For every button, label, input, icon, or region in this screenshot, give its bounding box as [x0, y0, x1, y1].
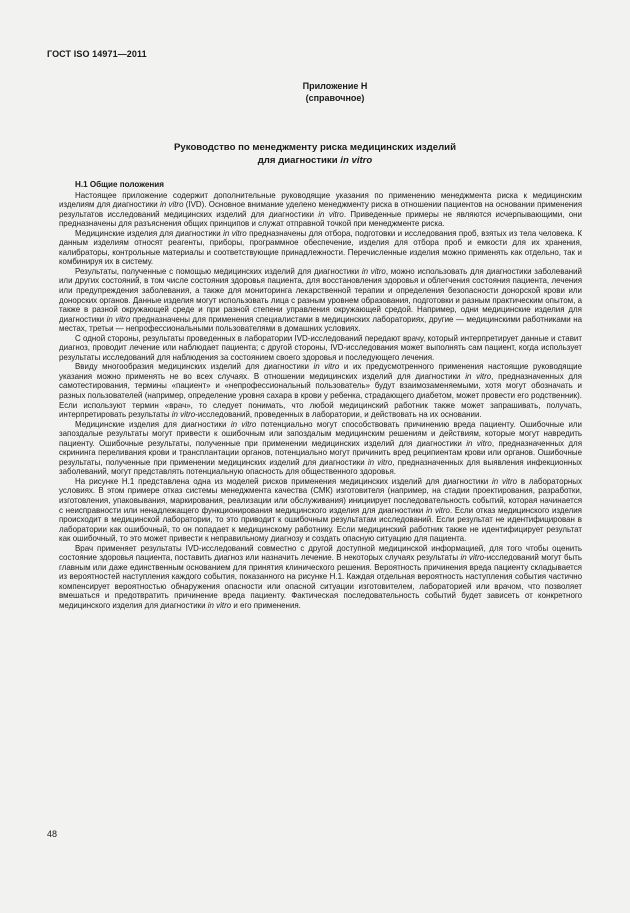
- paragraph-text: предназначены для отбора, подготовки и исследования проб, взятых из тела человека. К данным изделиям относят реагенты, приборы, программное обеспечение, изделия для отбора проб и емкости для их хранения, калибраторы, контрольные материалы и соответствующие принадлежности. Перечисленные изделия можно применять как отдельно, так и комбинируя их в систему.: [59, 228, 582, 267]
- italic-term: in vitro: [318, 209, 344, 219]
- italic-term: in vitro: [313, 362, 340, 372]
- paragraph-text: С одной стороны, результаты проведенных в лаборатории IVD-исследований передают врачу, который интерпретирует данные и ставит диагноз, проводит лечение или наблюдает пациента; с другой стороны, IVD-исследования может выполнять сам пациент, когда использует результаты исследований для наблюдения за состоянием своего здоровья и последующего лечения.: [59, 333, 582, 362]
- italic-term: in vitro: [465, 371, 492, 381]
- paragraph-text: (IVD). Основное внимание уделено менеджменту риска в отношении пациентов на основании применения результатов исследований медицинских изделий для диагностики: [59, 200, 582, 219]
- title-line-1: Руководство по менеджменту риска медицинских изделий: [174, 142, 456, 153]
- paragraph-text: . Если отказ медицинского изделия происходит в медицинской лаборатории, то это приводит к ошибочным результатам исследований. Если результат не идентифицирован в лаборатории как ошибочный, то он попадает к медицинскому работнику. Если медицинский работник также не идентифицирует результат как ошибочный, то это может привести к неправильному диагнозу и создать опасную ситуацию для пациента.: [59, 505, 582, 544]
- body-paragraph: [59, 334, 582, 363]
- italic-term: in vitro: [367, 457, 393, 467]
- body-paragraph: [59, 229, 582, 267]
- paragraph-text: предназначены для применения специалистами в медицинских лабораториях, другие — медицинскими работниками на местах, третьи — непрофессиональными пользователями в домашних условиях.: [59, 314, 582, 334]
- paragraph-text: , можно использовать для диагностики заболеваний или других состояний, в том числе состояния здоровья пациента, для восстановления здоровья и облегчения состояния пациента, лечения или предупреждения заболевания, а также для мониторинга лекарственной терапии и определения безопасности донорской крови или донорских органов. Данные изделия могут использовать лица с разным уровнем образования, подготовки и разным практическим опытом, а также в разной окружающей среде и при разной степени управления окружающей средой. Например, одни медицинские изделия для диагностики: [59, 266, 582, 324]
- annex-type: (справочное): [305, 93, 365, 103]
- paragraph-text: Медицинские изделия для диагностики: [75, 419, 231, 429]
- paragraph-text: и их предусмотренного применения настоящие руководящие указания можно применять не во всех случаях. В отношении медицинских изделий для диагностики: [59, 362, 582, 381]
- annex-label: Приложение Н: [302, 81, 368, 91]
- italic-term: in vitro: [160, 200, 184, 210]
- title-line-2-text: для диагностики: [257, 155, 341, 166]
- annex-title: [60, 141, 570, 167]
- italic-term: in vitro: [230, 419, 257, 429]
- paragraph-text: , предназначенных для самотестирования, термины «пациент» и «непрофессиональный пользователь» будут взаимозаменяемыми, хотя могут обозначать и разных пользователей (например, определение уровня сахара в крови у ребенка, страдающего диабетом, может провести его родственник). Если используют термин «врач», то следует понимать, что любой медицинский работник также может запрашивать, получать, интерпретировать результаты: [59, 371, 582, 420]
- italic-term: in vitro: [171, 410, 196, 420]
- body-paragraph: [59, 477, 582, 544]
- body-paragraph: [59, 191, 582, 229]
- italic-term: in vitro: [426, 505, 450, 515]
- paragraph-text: потенциально могут способствовать причинению вреда пациенту. Ошибочные или запоздалые результаты могут привести к ошибочным или запоздалым медицинским решениям и действиям, которые могут навредить пациенту. Ошибочные результаты, полученные при применении медицинских изделий для диагностики: [59, 419, 582, 448]
- italic-term: in vitro: [223, 228, 247, 238]
- paragraph-text: . Приведенные примеры не являются исчерпывающими, они предназначены для разъяснения общих принципов и служат отправной точкой при менеджменте риска.: [59, 209, 582, 229]
- annex-header: [220, 80, 450, 104]
- paragraph-text: Настоящее приложение содержит дополнительные руководящие указания по применению менеджмента риска к медицинским изделиям для диагностики: [59, 190, 582, 210]
- paragraph-text: -исследований, проведенных в лаборатории, и действовать на их основании.: [195, 410, 482, 420]
- italic-term: in vitro: [492, 476, 518, 486]
- body-paragraph: [59, 544, 582, 611]
- italic-term: in vitro: [207, 601, 232, 611]
- section-heading: Н.1 Общие положения: [75, 180, 164, 189]
- italic-term: in vitro: [460, 553, 485, 563]
- body-paragraph: [59, 267, 582, 334]
- italic-term: in vitro: [466, 438, 492, 448]
- paragraph-text: , предназначенных для скрининга переливания крови и трансплантации органов, потенциально могут причинить вред реципиентам крови или органов. Ошибочные результаты, полученные при применении медицинских изделий для диагностики: [59, 438, 582, 467]
- paragraph-text: , предназначенных для выявления инфекционных заболеваний, могут представлять потенциальную опасность для общественного здоровья.: [59, 457, 582, 477]
- body-paragraph: [59, 362, 582, 419]
- paragraph-text: Ввиду многообразия медицинских изделий для диагностики: [75, 362, 314, 372]
- title-line-2: [60, 154, 570, 167]
- italic-term: in vitro: [361, 266, 386, 276]
- paragraph-text: и его применения.: [231, 601, 301, 611]
- paragraph-text: На рисунке Н.1 представлена одна из моделей рисков применения медицинских изделий для диагностики: [75, 476, 493, 486]
- body-paragraph: [59, 420, 582, 477]
- title-line-2-italic: in vitro: [340, 155, 373, 166]
- paragraph-text: Результаты, полученные с помощью медицинских изделий для диагностики: [75, 266, 362, 276]
- paragraph-text: Врач применяет результаты IVD-исследований совместно с другой доступной медицинской информацией, для того чтобы оценить состояние здоровья пациента, поставить диагноз или назначить лечение. В некоторых случаях результаты: [59, 543, 582, 563]
- section-body: [59, 180, 582, 611]
- standard-code: ГОСТ ISO 14971—2011: [47, 49, 147, 59]
- paragraph-text: Медицинские изделия для диагностики: [75, 228, 224, 238]
- italic-term: in vitro: [106, 314, 131, 324]
- paragraph-text: в лабораторных условиях. В этом примере отказ системы менеджмента качества (СМК) изготовителя (например, на стадии проектирования, разработки, изготовления, упаковывания, маркирования, реализации или обслуживания) инициирует последовательность событий, которая начинается с неисправности или ненадлежащего функционирования медицинского изделия для диагностики: [59, 476, 582, 515]
- page-number: 48: [47, 829, 58, 839]
- paragraph-text: -исследований могут быть главным или даже единственным основанием для принятия клинического решения. Вероятность причинения вреда пациенту складывается из вероятностей наступления каждого события, показанного на рисунке Н.1. Каждая отдельная вероятность наступления события частично компенсирует вероятностью обнаружения опасности или опасной ситуации изготовителем, лабораторией или врачом, что позволяет вмешаться и предотвратить причинение вреда пациенту. Фактическая последовательность событий будет зависеть от конкретного медицинского изделия для диагностики: [59, 553, 582, 611]
